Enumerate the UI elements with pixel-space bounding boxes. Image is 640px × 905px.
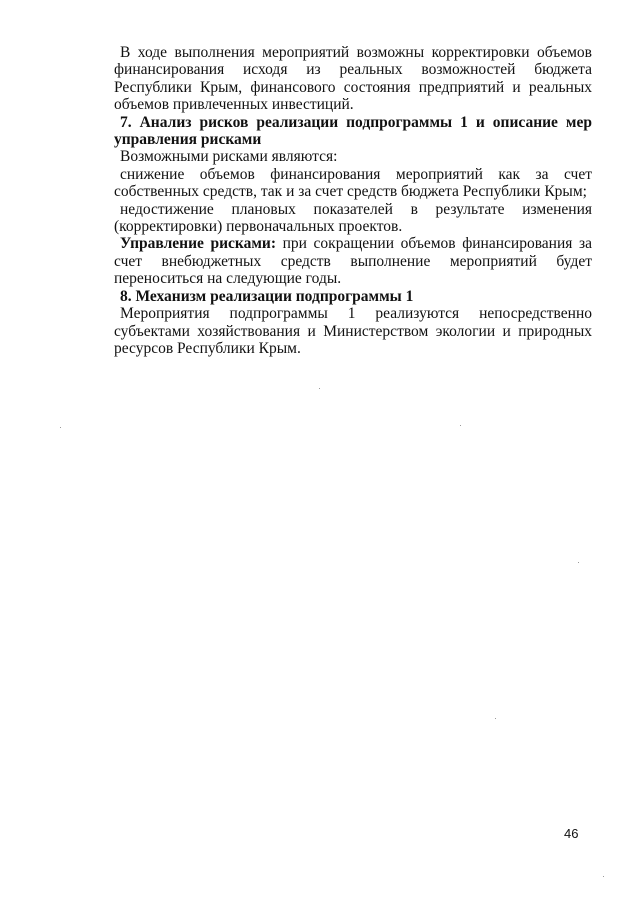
scan-speck [578,562,579,563]
section-8-paragraph: Мероприятия подпрограммы 1 реализуются непосредственно субъектами хозяйствования и Министерством экологии и природных ресурсов Республики Крым. [114,305,592,357]
risk-item-funding-reduction: снижение объемов финансирования мероприятий как за счет собственных средств, так и за счет средств бюджета Республики Крым; [114,165,592,201]
scan-speck [460,425,461,426]
scan-speck [60,427,61,428]
risk-management-paragraph [114,235,592,287]
section-7-heading: 7. Анализ рисков реализации подпрограммы 1 и описание мер управления рисками [114,113,592,149]
scan-speck [603,876,604,877]
scan-speck [319,388,320,389]
document-body [114,44,592,357]
risk-item-targets-not-met: недостижение плановых показателей в результате изменения (корректировки) первоначальных проектов. [114,200,592,236]
risk-management-text: при сокращении объемов финансирования за счет внебюджетных средств выполнение мероприятий будет переноситься на следующие годы. [114,235,592,288]
risks-intro: Возможными рисками являются: [120,148,338,166]
paragraph-funding-adjustments: В ходе выполнения мероприятий возможны корректировки объемов финансирования исходя из реальных возможностей бюджета Республики Крым, финансового состояния предприятий и реальных объемов привлеченных инвестиций. [114,44,592,114]
page-number: 46 [564,826,579,841]
risk-management-label: Управление рисками: [120,235,277,253]
scan-speck [495,718,496,719]
section-8-heading: 8. Механизм реализации подпрограммы 1 [120,287,414,305]
